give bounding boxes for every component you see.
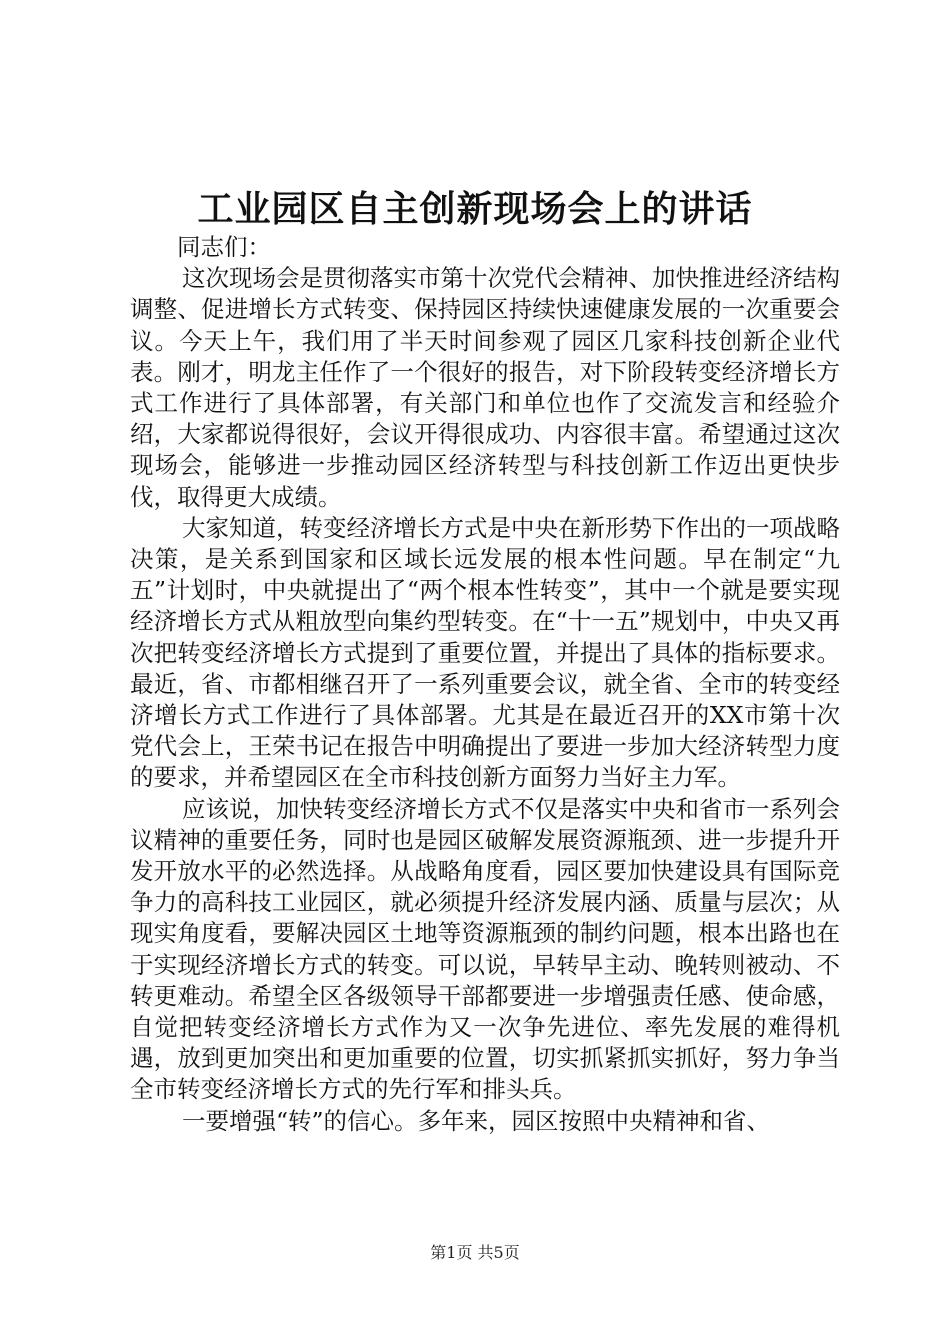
paragraph-3: 应该说，加快转变经济增长方式不仅是落实中央和省市一系列会议精神的重要任务，同时也是园区破解发展资源瓶颈、进一步提升开发开放水平的必然选择。从战略角度看，园区要加快建设具有国际竞争力的高科技工业园区，就必须提升经济发展内涵、质量与层次；从现实角度看，要解决园区土地等资源瓶颈的制约问题，根本出路也在于实现经济增长方式的转变。可以说，早转早主动、晚转则被动、不转更难动。希望全区各级领导干部都要进一步增强责任感、使命感，自觉把转变经济增长方式作为又一次争先进位、率先发展的难得机遇，放到更加突出和更加重要的位置，切实抓紧抓实抓好，努力争当全市转变经济增长方式的先行军和排头兵。 [130,794,840,1104]
paragraph-1: 这次现场会是贯彻落实市第十次党代会精神、加快推进经济结构调整、促进增长方式转变、保持园区持续快速健康发展的一次重要会议。今天上午，我们用了半天时间参观了园区几家科技创新企业代表。刚才，明龙主任作了一个很好的报告，对下阶段转变经济增长方式工作进行了具体部署，有关部门和单位也作了交流发言和经验介绍，大家都说得很好，会议开得很成功、内容很丰富。希望通过这次现场会，能够进一步推动园区经济转型与科技创新工作迈出更快步伐，取得更大成绩。 [130,264,840,511]
salutation: 同志们： [177,233,271,261]
paragraph-2: 大家知道，转变经济增长方式是中央在新形势下作出的一项战略决策，是关系到国家和区域长远发展的根本性问题。早在制定“九五”计划时，中央就提出了“两个根本性转变”，其中一个就是要实现经济增长方式从粗放型向集约型转变。在“十一五”规划中，中央又再次把转变经济增长方式提到了重要位置，并提出了具体的指标要求。最近，省、市都相继召开了一系列重要会议，就全省、全市的转变经济增长方式工作进行了具体部署。尤其是在最近召开的XX市第十次党代会上，王荣书记在报告中明确提出了要进一步加大经济转型力度的要求，并希望园区在全市科技创新方面努力当好主力军。 [130,513,840,792]
paragraph-4: 一要增强“转”的信心。多年来，园区按照中央精神和省、 [182,1106,771,1135]
page-number-footer: 第1页 共5页 [430,1243,520,1262]
document-title: 工业园区自主创新现场会上的讲话 [197,189,753,230]
document-body [130,232,840,1137]
